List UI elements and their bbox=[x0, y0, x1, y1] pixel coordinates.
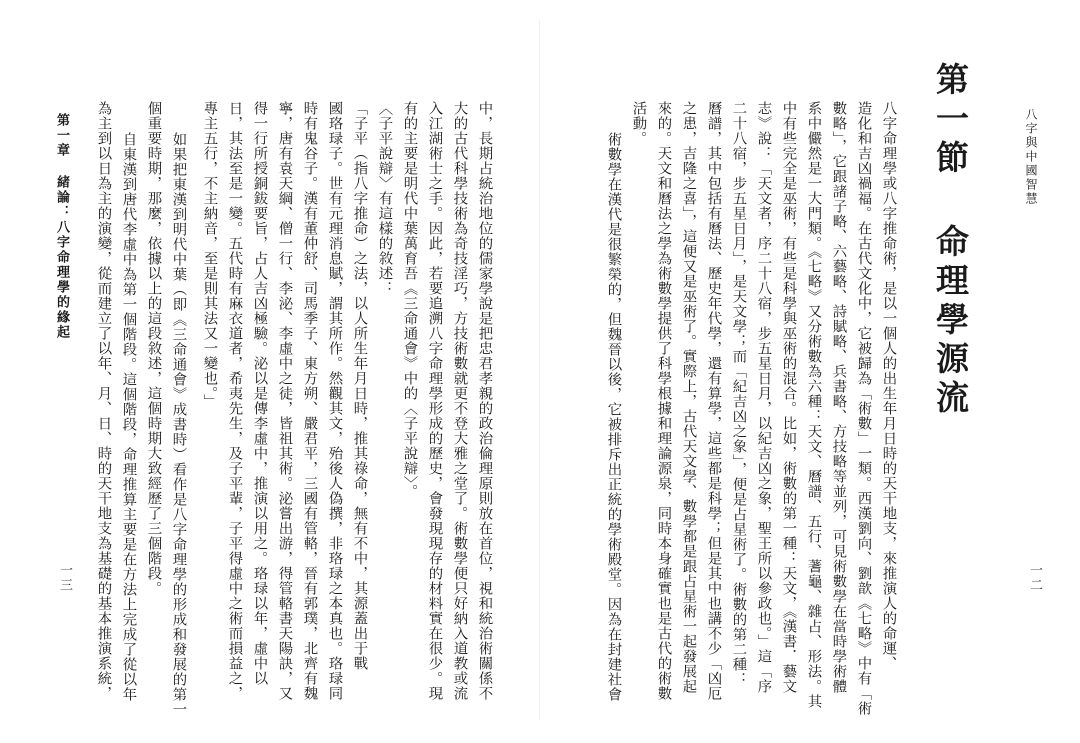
quote-line: 日，其法至是一變。五代時有麻衣道者，希夷先生，及子平輩，子平得虛中之術而損益之， bbox=[226, 101, 243, 701]
quote-line: 國珞琭子。世有元理消息賦，謂其所作。然觀其文，殆後人偽撰，非珞琭之本真也。珞琭同 bbox=[326, 101, 343, 701]
quote-line: 時有鬼谷子。漢有董仲舒、司馬季子、東方朔、嚴君平，三國有管輅，晉有郭璞，北齊有魏 bbox=[301, 101, 318, 701]
text-line: 之患，吉隆之喜」，這便又是巫術了。實際上，古代天文學、數學都是跟占星術一起發展起 bbox=[680, 101, 697, 694]
page-number: 一二 bbox=[1027, 563, 1042, 593]
text-line: 數略」，它跟諸子略、六藝略、詩賦略、兵書略、方技略等並列，可見術數學在當時學術體 bbox=[830, 101, 847, 694]
text-line: 中，長期占統治地位的儒家學說是把忠君孝親的政治倫理原則放在首位，視和統治術關係不 bbox=[476, 101, 493, 701]
text-line: 造化和吉凶禍福。在古代文化中，它被歸為「術數」一類。西漢劉向、劉歆《七略》中有「術 bbox=[855, 101, 872, 716]
text-line: 如果把東漢到明代中葉（即《三命通會》成書時）看作是八字命理學的形成和發展的第一 bbox=[170, 132, 187, 717]
text-line: 〈子平說辯〉有這樣的敘述： bbox=[376, 101, 393, 296]
quote-line: 「子平（指八字推命）之法，以人所生年月日時，推其祿命，無有不中，其源蓋出于戰 bbox=[351, 101, 368, 671]
text-line: 曆譜，其中包括有曆法、歷史年代學，還有算學，這些都是科學；但是其中也講不少「凶厄 bbox=[705, 101, 722, 701]
text-line: 中有些完全是巫術，有些是科學與巫術的混合。比如，術數的第一種：天文，《漢書．藝文 bbox=[780, 101, 797, 694]
text-line: 來的。天文和曆法之學為術數學提供了科學根據和理論源泉，同時本身確實也是古代的術數 bbox=[655, 101, 672, 701]
quote-line: 寧，唐有袁天綱、僧一行、李泌、李虛中之徒，皆祖其術。泌嘗出游，得管輅書天陽訣，又 bbox=[276, 101, 293, 701]
text-line: 個重要時期，那麼，依據以上的這段敘述，這個時期大致經歷了三個階段。 bbox=[145, 101, 162, 596]
text-line: 入江湖術士之手。因此，若要追溯八字命理學形成的歷史，會發現現存的材料實在很少。現 bbox=[426, 101, 443, 701]
text-line: 為主到以日為主的演變，從而建立了以年、月、日、時的天干地支為基礎的基本推演系統， bbox=[95, 101, 112, 701]
text-line: 大的古代科學技術為奇技淫巧，方技術數就更不登大雅之堂了。術數學便只好納入道教或流 bbox=[451, 101, 468, 701]
running-head: 八字與中國智慧 bbox=[1024, 108, 1038, 206]
text-line: 二十八宿，步五星日月」，是天文學；而「紀吉凶之象」，便是占星術了。術數的第二種： bbox=[730, 101, 747, 687]
text-line: 八字命理學或八字推命術，是以一個人的出生年月日時的天干地支，來推演人的命運、 bbox=[880, 101, 897, 671]
section-heading: 第一節 命理學源流 bbox=[931, 62, 970, 419]
text-line: 術數學在漢代是很繁榮的，但魏晉以後，它被排斥出正統的學術殿堂。因為在封建社會 bbox=[605, 132, 622, 702]
text-line: 有的主要是明代中葉萬育吾《三命通會》中的〈子平說辯〉。 bbox=[401, 101, 418, 499]
text-line: 系中儼然是一大門類。《七略》又分術數為六種：天文、曆譜、五行、蓍龜、雜占、形法。其 bbox=[805, 101, 822, 709]
page-number: 一三 bbox=[57, 563, 72, 593]
page-gutter bbox=[539, 20, 540, 720]
text-line: 自東漢到唐代李虛中為第一個階段。這個階段，命理推算主要是在方法上完成了從以年 bbox=[120, 132, 137, 702]
text-line: 活動。 bbox=[630, 101, 647, 146]
text-line: 志》說：「天文者，序二十八宿，步五星日月，以紀吉凶之象，聖王所以參政也。」這「序 bbox=[755, 101, 772, 694]
quote-line: 專主五行，不主納音，至是則其法又一變也。」 bbox=[201, 101, 218, 409]
chapter-footer: 第一章 緒論：八字命理學的緣起 bbox=[54, 113, 69, 340]
quote-line: 得一行所授銅鈸要旨，占人吉凶極驗。泌以是傳李虛中，推演以用之。珞琭以年，虛中以 bbox=[251, 101, 268, 686]
